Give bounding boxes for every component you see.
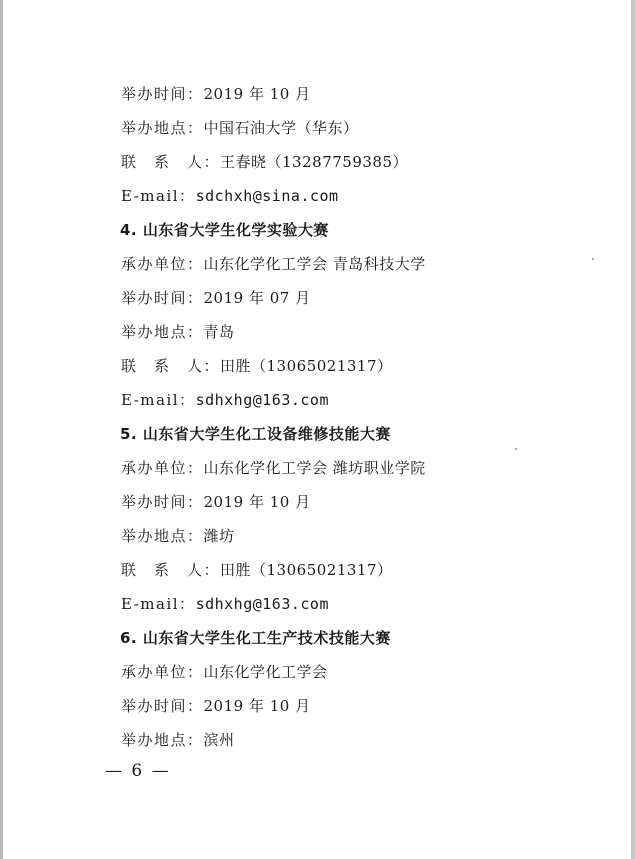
field-value: 滨州: [203, 731, 235, 749]
field-value: 王春晓（13287759385）: [220, 153, 408, 171]
field-value: 田胜（13065021317）: [220, 357, 393, 375]
info-line: [121, 152, 408, 172]
info-line: [121, 458, 426, 478]
field-label: 承办单位：: [121, 459, 204, 477]
email-value: sdhxhg@163.com: [195, 391, 329, 409]
field-value: 山东化学化工学会 潍坊职业学院: [203, 459, 426, 477]
info-line: [121, 254, 426, 274]
info-line: [121, 696, 311, 716]
field-label: 举办地点：: [121, 731, 204, 749]
info-line: [121, 390, 329, 410]
info-line: [121, 662, 328, 682]
section-heading: 4. 山东省大学生化学实验大赛: [120, 221, 329, 239]
field-value: 2019 年 10 月: [203, 697, 311, 715]
field-value: 田胜（13065021317）: [220, 561, 393, 579]
field-label: 举办时间：: [121, 85, 204, 103]
field-value: 青岛: [203, 323, 235, 341]
field-value: 2019 年 10 月: [203, 85, 311, 103]
info-line: [121, 526, 235, 546]
field-value: 山东化学化工学会 青岛科技大学: [203, 255, 426, 273]
field-label: 联 系 人：: [121, 153, 221, 171]
info-line: [121, 492, 311, 512]
field-label: 举办时间：: [121, 697, 204, 715]
field-label: 承办单位：: [121, 255, 204, 273]
field-value: 中国石油大学（华东）: [203, 119, 359, 137]
field-label: 举办地点：: [121, 527, 204, 545]
info-line: [121, 118, 359, 138]
info-line: [121, 322, 235, 342]
field-label: E-mail：: [121, 391, 196, 409]
scan-speck: [592, 258, 594, 260]
section-heading: 6. 山东省大学生化工生产技术技能大赛: [120, 629, 391, 647]
field-value: 山东化学化工学会: [203, 663, 328, 681]
info-line: [121, 730, 235, 750]
scan-speck: [515, 448, 517, 450]
info-line: [121, 560, 393, 580]
field-label: 举办地点：: [121, 323, 204, 341]
info-line: [121, 288, 311, 308]
field-value: 2019 年 07 月: [203, 289, 311, 307]
field-label: E-mail：: [121, 187, 196, 205]
field-label: 承办单位：: [121, 663, 204, 681]
info-line: [121, 186, 339, 206]
info-line: [121, 84, 311, 104]
field-label: 举办时间：: [121, 289, 204, 307]
page-number: — 6 —: [105, 761, 171, 781]
info-line: [121, 594, 329, 614]
field-label: E-mail：: [121, 595, 196, 613]
email-value: sdchxh@sina.com: [195, 187, 339, 205]
email-value: sdhxhg@163.com: [195, 595, 329, 613]
field-value: 2019 年 10 月: [203, 493, 311, 511]
field-label: 举办地点：: [121, 119, 204, 137]
section-heading: 5. 山东省大学生化工设备维修技能大赛: [120, 425, 391, 443]
field-label: 联 系 人：: [121, 561, 221, 579]
field-label: 联 系 人：: [121, 357, 221, 375]
scan-right-edge: [631, 0, 635, 859]
info-line: [121, 356, 393, 376]
field-label: 举办时间：: [121, 493, 204, 511]
field-value: 潍坊: [203, 527, 235, 545]
scan-left-edge: [0, 0, 3, 859]
